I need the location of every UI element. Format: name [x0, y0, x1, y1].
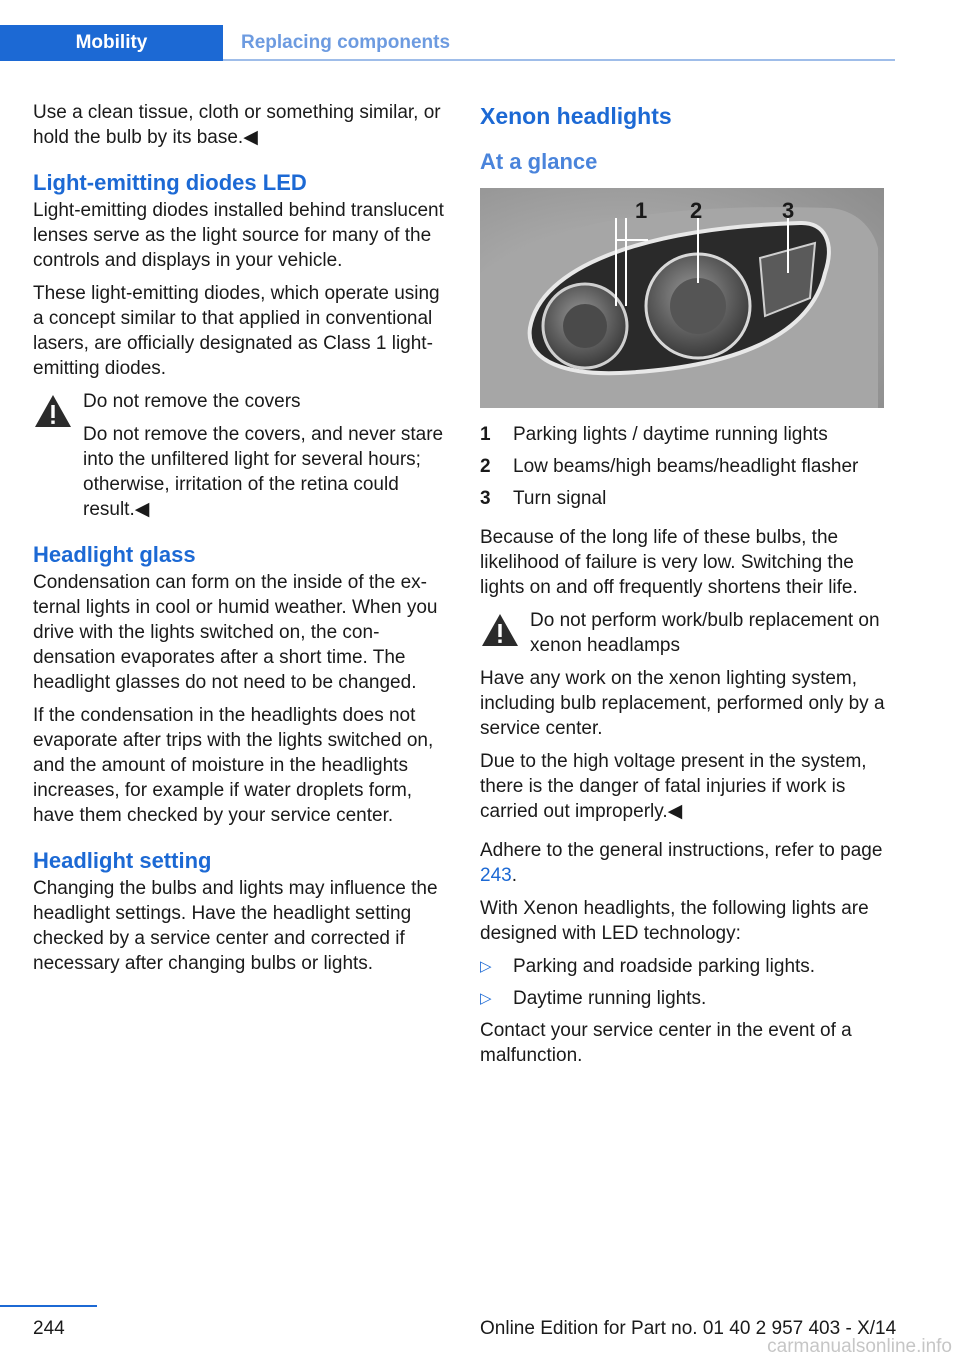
legend-item: [480, 422, 894, 447]
headlight-figure: [480, 188, 884, 408]
led-paragraph-1: Light-emitting diodes installed behind translucent lenses serve as the light source for many of the controls and displays in your vehicle.: [33, 200, 444, 271]
warning-xenon: [480, 608, 894, 658]
legend-number: 3: [480, 488, 491, 509]
led-heading: Light-emitting diodes LED: [33, 170, 307, 195]
glass-paragraph-1: Condensation can form on the inside of the external lights in cool or humid weather. When you drive with the lights switched on, the condensation evaporates after a short time. The headlight glasses do not need to be changed.: [33, 572, 438, 693]
adhere-end: .: [511, 865, 517, 886]
warning-covers-text: Do not remove the covers, and never stare into the unfiltered light for several hours; otherwise, irritation of the retina could result.◀: [83, 424, 444, 520]
legend-text: Turn signal: [513, 488, 607, 509]
tab-replacing-components[interactable]: Replacing components: [241, 32, 451, 53]
list-item: [480, 986, 894, 1011]
adhere-paragraph: [480, 838, 894, 888]
led-paragraph-2: These light-emitting diodes, which operate using a concept similar to that applied in conventional lasers, are officially designated as Class 1 light-emitting diodes.: [33, 283, 440, 379]
list-item-text: Daytime running lights.: [513, 988, 707, 1009]
callout-1: 1: [635, 198, 648, 223]
warning-xenon-body-2: Due to the high voltage present in the system, there is the danger of fatal injuries if work is carried out improperly.◀: [480, 751, 867, 822]
footer-divider: [0, 1305, 97, 1307]
legend-text: Low beams/high beams/headlight flasher: [513, 456, 859, 477]
warning-triangle-icon: [480, 612, 520, 648]
setting-paragraph: Changing the bulbs and lights may influence the headlight settings. Have the headlight setting checked by a service center and corrected if necessary after changing bulbs or lights.: [33, 878, 438, 974]
list-item-text: Parking and roadside parking lights.: [513, 956, 816, 977]
list-item: [480, 954, 894, 979]
tab-mobility[interactable]: Mobility: [0, 25, 223, 61]
chapter-header: [0, 25, 895, 62]
glass-heading: Headlight glass: [33, 542, 196, 567]
legend-number: 2: [480, 456, 491, 477]
warning-covers-title: Do not remove the covers: [83, 391, 301, 412]
callout-3: 3: [782, 198, 795, 223]
legend-item: [480, 486, 894, 511]
callout-2: 2: [690, 198, 703, 223]
legend-item: [480, 454, 894, 479]
warning-xenon-title: Do not perform work/bulb replacement on xenon headlamps: [530, 610, 880, 656]
lifespan-paragraph: Because of the long life of these bulbs, the likelihood of failure is very low. Switching the lights on and off frequently shortens their life.: [480, 527, 858, 598]
xenon-heading: Xenon headlights: [480, 103, 672, 129]
left-column: [33, 100, 447, 984]
header-divider: [223, 59, 895, 61]
contact-paragraph: Contact your service center in the event of a malfunction.: [480, 1020, 852, 1066]
warning-xenon-body-1: Have any work on the xenon lighting system, including bulb replacement, performed only by a service center.: [480, 668, 885, 739]
warning-covers-body: [33, 422, 447, 522]
page-number: 244: [33, 1318, 65, 1339]
led-intro-paragraph: With Xenon headlights, the following lights are designed with LED technology:: [480, 898, 869, 944]
legend-text: Parking lights / daytime running lights: [513, 424, 828, 445]
warning-covers: [33, 389, 447, 522]
legend-number: 1: [480, 424, 491, 445]
figure-legend: [480, 422, 894, 511]
glass-paragraph-2: If the condensation in the headlights does not evaporate after trips with the lights switched on, and the amount of moisture in the headlights increases, for example if water droplets form, have them checked by your service center.: [33, 705, 434, 826]
watermark: carmanualsonline.info: [767, 1336, 952, 1357]
intro-paragraph: Use a clean tissue, cloth or something similar, or hold the bulb by its base.◀: [33, 102, 441, 148]
right-column: [480, 100, 894, 1076]
page-link[interactable]: 243: [480, 865, 512, 886]
triangle-bullet-icon: ▷: [480, 958, 492, 975]
setting-heading: Headlight setting: [33, 848, 212, 873]
adhere-text: Adhere to the general instructions, refer to page: [480, 840, 883, 861]
edition-note: Online Edition for Part no. 01 40 2 957 403 - X/14: [480, 1318, 897, 1339]
warning-triangle-icon: [33, 393, 73, 429]
glance-heading: At a glance: [480, 149, 598, 174]
triangle-bullet-icon: ▷: [480, 990, 492, 1007]
